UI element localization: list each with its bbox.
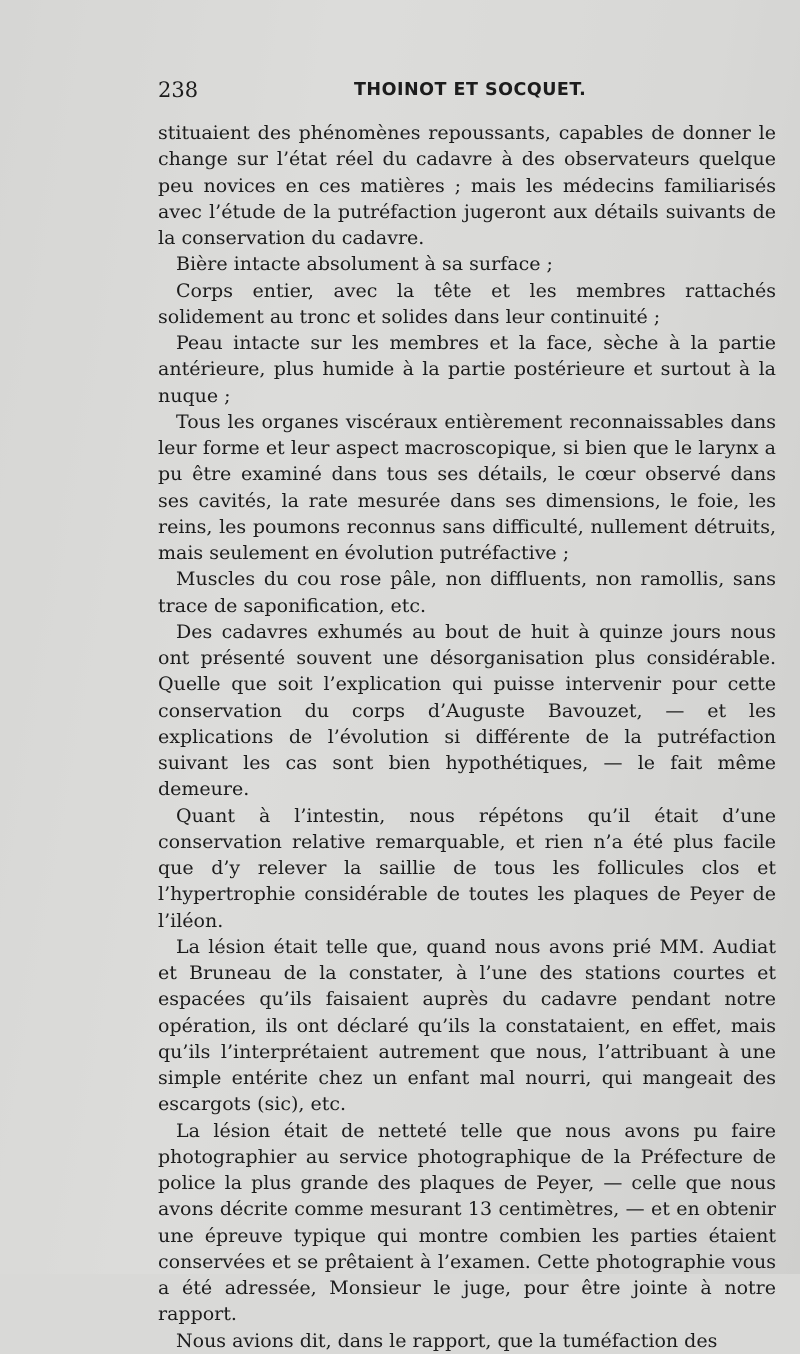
paragraph: Bière intacte absolument à sa surface ; <box>176 253 553 276</box>
page-number: 238 <box>158 78 199 102</box>
body-text <box>158 120 776 1354</box>
paragraph: La lésion était telle que, quand nous avons prié MM. Audiat et Bruneau de la constater, à l’une des stations courtes et espacées qu’ils faisaient auprès du cadavre pendant notre opération, ils ont déclaré qu’ils la constataient, en effet, mais qu’ils l’interprétaient autrement que nous, l’attribuant à une simple entérite chez un enfant mal nourri, qui mangeait des escargots (sic), etc. <box>158 935 776 1116</box>
paragraph: Nous avions dit, dans le rapport, que la tuméfaction des <box>176 1329 718 1352</box>
paragraph: Tous les organes viscéraux entièrement reconnaissables dans leur forme et leur aspect macroscopique, si bien que le larynx a pu être examiné dans tous ses détails, le cœur observé dans ses cavités, la rate mesurée dans ses dimensions, le foie, les reins, les poumons reconnus sans difficulté, nullement détruits, mais seulement en évolution putréfactive ; <box>158 410 776 564</box>
paragraph: Muscles du cou rose pâle, non diffluents, non ramollis, sans trace de saponification, etc. <box>158 568 776 617</box>
page-header <box>158 78 758 108</box>
paragraph: stituaient des phénomènes repoussants, capables de donner le change sur l’état réel du cadavre à des observateurs quelque peu novices en ces matières ; mais les médecins familiarisés avec l’étude de la putréfaction jugeront aux détails suivants de la conservation du cadavre. <box>158 122 776 249</box>
running-title: THOINOT ET SOCQUET. <box>354 80 587 100</box>
paragraph: La lésion était de netteté telle que nous avons pu faire photographier au service photographique de la Préfecture de police la plus grande des plaques de Peyer, — celle que nous avons décrite comme mesurant 13 centimètres, — et en obtenir une épreuve typique qui montre combien les parties étaient conservées et se prêtaient à l’examen. Cette photographie vous a été adressée, Monsieur le juge, pour être jointe à notre rapport. <box>158 1119 776 1326</box>
paragraph: Des cadavres exhumés au bout de huit à quinze jours nous ont présenté souvent une désorganisation plus considérable. Quelle que soit l’explication qui puisse intervenir pour cette conservation du corps d’Auguste Bavouzet, — et les explications de l’évolution si différente de la putréfaction suivant les cas sont bien hypothétiques, — le fait même demeure. <box>158 620 776 801</box>
paragraph: Corps entier, avec la tête et les membres rattachés solidement au tronc et solides dans leur continuité ; <box>158 279 776 328</box>
paragraph: Quant à l’intestin, nous répétons qu’il était d’une conservation relative remarquable, et rien n’a été plus facile que d’y relever la saillie de tous les follicules clos et l’hypertrophie considérable de toutes les plaques de Peyer de l’iléon. <box>158 804 776 932</box>
paragraph: Peau intacte sur les membres et la face, sèche à la partie antérieure, plus humide à la partie postérieure et surtout à la nuque ; <box>158 332 776 407</box>
